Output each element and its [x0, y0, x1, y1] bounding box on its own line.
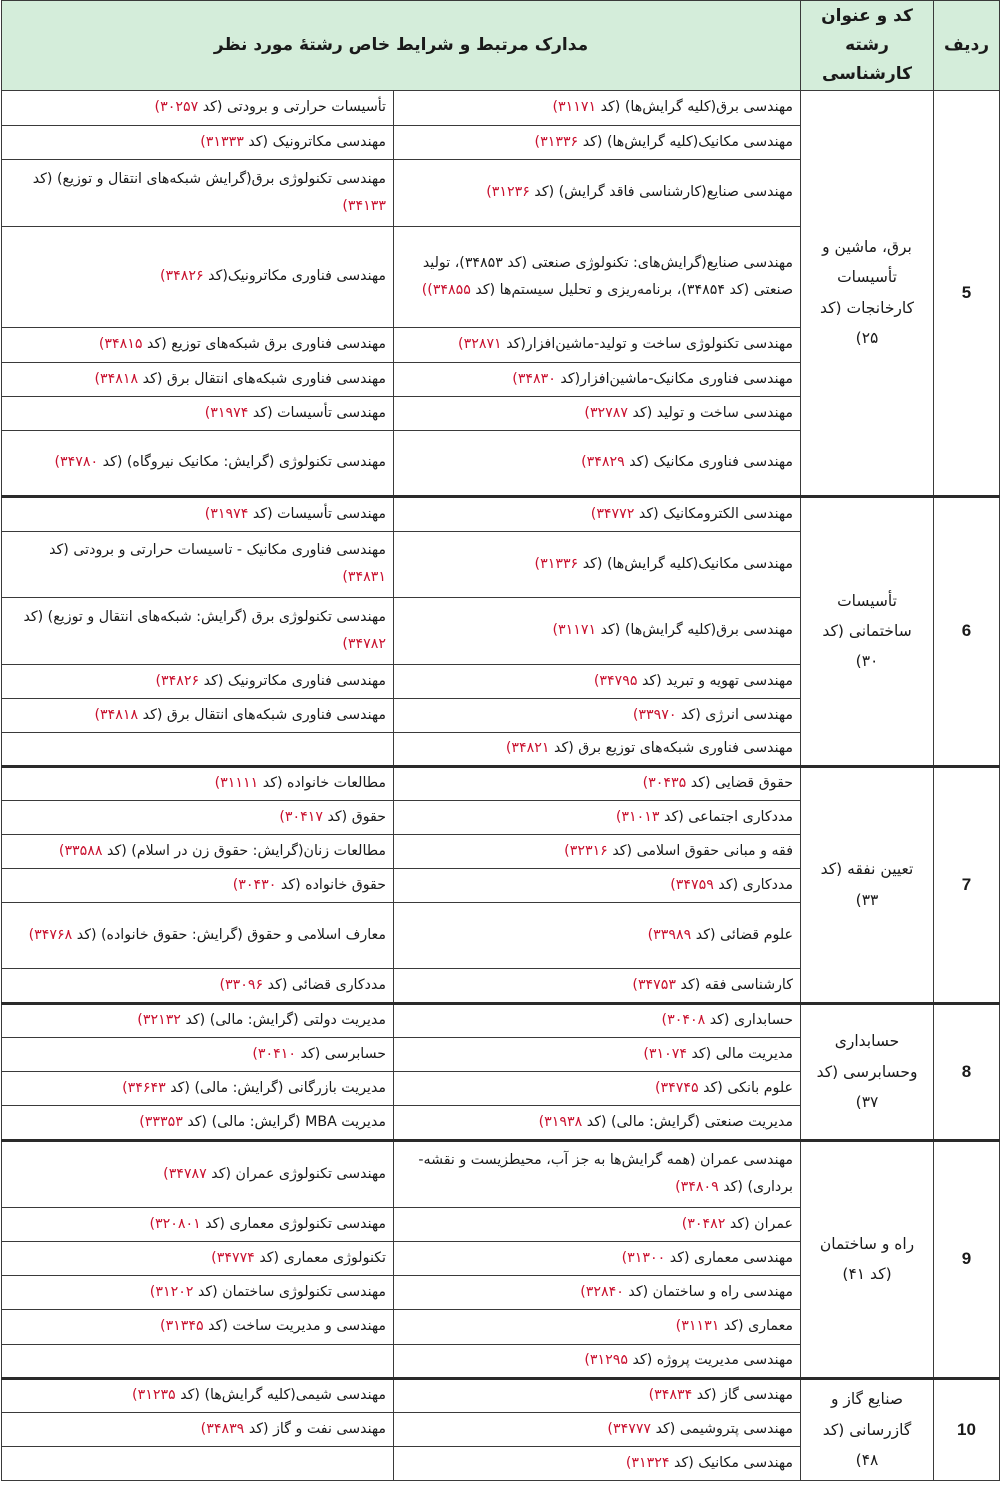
degree-name: مهندسی برق(کلیه گرایش‌ها) (کد [596, 622, 794, 639]
related-degree-primary [394, 1309, 801, 1344]
degree-name: معماری (کد [719, 1318, 794, 1335]
related-degree-primary [394, 1140, 801, 1207]
degree-name: تکنولوژی معماری (کد [254, 1249, 387, 1266]
row-number: 10 [934, 1378, 1000, 1480]
degree-code: ۳۴۸۳۰) [512, 370, 556, 387]
related-degree-secondary [2, 362, 394, 396]
degree-name: مدیریت بازرگانی (گرایش: مالی) (کد [165, 1079, 387, 1096]
degree-code: ۳۴۷۵۳) [632, 976, 677, 993]
degree-code: ۳۲۷۸۷) [584, 404, 629, 421]
degree-name: مهندسی شیمی(کلیه گرایش‌ها) (کد [175, 1387, 387, 1404]
header-row [2, 1, 1000, 91]
related-degree-primary [394, 1207, 801, 1241]
degree-code: ۳۱۳۳۳) [200, 133, 244, 150]
degree-code: ۳۲۱۳۲) [137, 1012, 181, 1029]
field-title: صنایع گاز و گازرسانی (کد ۴۸) [801, 1378, 934, 1480]
degree-name: مهندسی مدیریت پروژه (کد [628, 1352, 794, 1369]
degree-name: مهندسی تکنولوژی معماری (کد [200, 1215, 387, 1232]
degree-name: مهندسی مکانیک (کد [669, 1454, 794, 1471]
related-degree-secondary [2, 125, 394, 159]
degree-name: مدیریت دولتی (گرایش: مالی) (کد [180, 1012, 387, 1029]
degree-code: ۳۰۴۳۰) [232, 876, 277, 893]
degree-code: ۳۲۸۷۱) [458, 336, 502, 353]
degree-name: حقوق خانواده (کد [276, 876, 387, 893]
related-degree-secondary [2, 396, 394, 430]
table-row [2, 1378, 1000, 1412]
degree-code: ۳۴۷۷۴) [211, 1249, 255, 1266]
related-degree-secondary [2, 902, 394, 968]
degree-code: ۳۱۳۳۶) [534, 555, 579, 572]
degree-code: ۳۴۷۶۸) [28, 926, 73, 943]
related-degree-secondary [2, 430, 394, 496]
degree-name: مهندسی نفت و گاز (کد [244, 1420, 387, 1437]
related-degree-secondary [2, 1207, 394, 1241]
degree-name: مهندسی تکنولوژی (گرایش: مکانیک نیروگاه) (کد [98, 454, 387, 471]
degree-code: ۳۴۸۱۵) [98, 336, 143, 353]
degree-code: ۳۴۷۵۹) [670, 876, 714, 893]
degree-code: ۳۴۷۸۲) [342, 635, 387, 652]
related-degree-primary [394, 430, 801, 496]
degree-code: ۳۳۹۷۰) [632, 706, 677, 723]
related-degree-secondary [2, 800, 394, 834]
related-degree-primary [394, 125, 801, 159]
degree-name: مهندسی انرژی (کد [676, 706, 794, 723]
degree-name: مهندسی فناوری شبکه‌های انتقال برق (کد [138, 370, 387, 387]
related-degree-secondary [2, 496, 394, 531]
degree-code: ۳۱۲۹۵) [584, 1352, 629, 1369]
degree-name: مهندسی تهویه و تبرید (کد [637, 672, 794, 689]
degree-code: ۳۴۷۸۰) [54, 454, 99, 471]
degree-name: معارف اسلامی و حقوق (گرایش: حقوق خانواده) (کد [72, 926, 387, 943]
related-degree-primary [394, 1446, 801, 1480]
row-number: 8 [934, 1003, 1000, 1140]
degree-name: مهندسی راه و ساختمان (کد [623, 1283, 794, 1300]
related-degree-secondary [2, 327, 394, 362]
degree-code: ۳۲۳۱۶) [564, 842, 608, 859]
field-title: حسابداری وحسابرسی (کد ۳۷) [801, 1003, 934, 1140]
degree-name: مهندسی فناوری برق شبکه‌های توزیع (کد [142, 336, 387, 353]
degree-name: علوم بانکی (کد [698, 1079, 794, 1096]
degree-name: مهندسی معماری (کد [665, 1249, 794, 1266]
table-body [2, 90, 1000, 1480]
header-field: کد و عنوان رشته کارشناسی [801, 1, 934, 91]
degree-name: مهندسی تأسیسات (کد [248, 505, 387, 522]
degree-code: ۳۳۳۵۳) [139, 1113, 183, 1130]
degree-code: ۳۴۸۳۹) [200, 1420, 245, 1437]
degree-code: ۳۴۸۰۹) [675, 1179, 719, 1196]
related-degree-primary [394, 1344, 801, 1378]
related-degree-primary [394, 1105, 801, 1140]
degree-name: مهندسی فناوری شبکه‌های توزیع برق (کد [549, 740, 794, 757]
degree-name: حقوق قضایی (کد [686, 775, 794, 792]
degree-name: مدیریت صنعتی (گرایش: مالی) (کد [582, 1113, 794, 1130]
degree-name: مهندسی فناوری شبکه‌های انتقال برق (کد [138, 706, 387, 723]
related-degree-primary [394, 1071, 801, 1105]
related-degree-primary [394, 597, 801, 664]
related-degree-primary [394, 496, 801, 531]
degree-name: حسابداری (کد [705, 1012, 794, 1029]
related-degree-primary [394, 664, 801, 698]
row-number: 9 [934, 1140, 1000, 1378]
degree-name: مهندسی عمران (همه گرایش‌ها به جز آب، محیطزیست و نقشه-برداری) (کد [418, 1152, 794, 1196]
degree-code: ۳۱۳۰۰) [621, 1249, 666, 1266]
related-degree-secondary [2, 1140, 394, 1207]
related-degree-secondary [2, 1446, 394, 1480]
degree-code: ۳۳۰۹۶) [219, 976, 264, 993]
related-degree-secondary [2, 732, 394, 766]
degree-code: ۳۱۹۷۴) [204, 404, 249, 421]
degree-code: ۳۴۷۴۵) [654, 1079, 699, 1096]
degree-name: مطالعات خانواده (کد [258, 775, 387, 792]
degree-name: مهندسی برق(کلیه گرایش‌ها) (کد [596, 99, 794, 116]
header-docs: مدارک مرتبط و شرایط خاص رشتهٔ مورد نظر [2, 1, 801, 91]
related-degree-primary [394, 800, 801, 834]
degree-code: ۳۲۸۴۰) [580, 1283, 624, 1300]
degree-name: تأسیسات حرارتی و برودتی (کد [198, 99, 387, 116]
degree-code: ۳۴۸۵۵)) [421, 281, 471, 298]
related-degree-primary [394, 834, 801, 868]
related-degree-secondary [2, 1003, 394, 1037]
degree-name: مهندسی فناوری مکانیک (کد [624, 454, 794, 471]
related-degree-primary [394, 902, 801, 968]
related-degree-secondary [2, 1275, 394, 1309]
field-title: تأسیسات ساختمانی (کد ۳۰) [801, 496, 934, 766]
degree-code: ۳۰۲۵۷) [154, 99, 199, 116]
degree-code: ۳۱۹۳۸) [538, 1113, 583, 1130]
degree-name: مددکاری (کد [713, 876, 794, 893]
header-radif: ردیف [934, 1, 1000, 91]
degree-code: ۳۴۸۲۶) [160, 268, 204, 285]
table-row [2, 496, 1000, 531]
related-degree-secondary [2, 698, 394, 732]
degree-name: مهندسی فناوری مکاترونیک(کد [203, 268, 387, 285]
degree-code: ۳۴۸۲۱) [505, 740, 550, 757]
related-degree-primary [394, 1275, 801, 1309]
degree-code: ۳۱۳۴۵) [160, 1318, 204, 1335]
degree-code: ۳۴۱۳۳) [342, 197, 387, 214]
related-degree-primary [394, 1003, 801, 1037]
related-degree-secondary [2, 90, 394, 125]
degree-name: مهندسی و مدیریت ساخت (کد [203, 1318, 387, 1335]
degree-name: مهندسی تکنولوژی ساختمان (کد [193, 1283, 387, 1300]
degree-name: کارشناسی فقه (کد [676, 976, 794, 993]
related-degree-primary [394, 1412, 801, 1446]
related-degree-secondary [2, 531, 394, 597]
degree-name: مهندسی مکانیک(کلیه گرایش‌ها) (کد [578, 133, 794, 150]
degree-code: ۳۴۷۹۵) [593, 672, 638, 689]
table-row [2, 90, 1000, 125]
related-degree-secondary [2, 1344, 394, 1378]
related-degree-primary [394, 698, 801, 732]
degree-name: مهندسی مکانیک(کلیه گرایش‌ها) (کد [578, 555, 794, 572]
degree-name: مهندسی گاز (کد [692, 1387, 794, 1404]
related-degree-secondary [2, 1309, 394, 1344]
degree-name: مهندسی تکنولوژی ساخت و تولید-ماشین‌افزار(کد [501, 336, 794, 353]
degree-code: ۳۴۶۴۳) [122, 1079, 166, 1096]
degree-name: مهندسی تکنولوژی برق(گرایش شبکه‌های انتقال و توزیع) (کد [32, 170, 387, 187]
degree-name: حقوق (کد [322, 808, 387, 825]
degree-code: ۳۴۸۳۱) [342, 569, 387, 586]
degree-code: ۳۴۸۱۸) [94, 370, 139, 387]
degree-name: مهندسی فناوری مکاترونیک (کد [199, 672, 387, 689]
related-degree-primary [394, 396, 801, 430]
degree-code: ۳۱۹۷۴) [204, 505, 249, 522]
related-degree-primary [394, 968, 801, 1003]
field-title: تعیین نفقه (کد ۳۳) [801, 766, 934, 1003]
degree-code: ۳۳۵۸۸) [58, 842, 103, 859]
degree-name: علوم قضائی (کد [691, 926, 794, 943]
degree-name: مهندسی مکاترونیک (کد [243, 133, 387, 150]
related-degree-secondary [2, 1037, 394, 1071]
related-degree-secondary [2, 1378, 394, 1412]
degree-name: مهندسی تکنولوژی عمران (کد [206, 1165, 387, 1182]
related-degree-primary [394, 226, 801, 327]
degree-code: ۳۴۸۳۴) [648, 1387, 693, 1404]
degree-code: ۳۱۲۳۶) [486, 184, 530, 201]
degree-code: ۳۱۳۳۶) [534, 133, 579, 150]
row-number: 6 [934, 496, 1000, 766]
related-degree-primary [394, 362, 801, 396]
degree-code: ۳۱۱۷۱) [552, 99, 597, 116]
related-degree-secondary [2, 834, 394, 868]
degree-code: ۳۰۴۳۵) [642, 775, 687, 792]
row-number: 7 [934, 766, 1000, 1003]
related-degree-secondary [2, 664, 394, 698]
degree-name: مدیریت MBA (گرایش: مالی) (کد [182, 1113, 387, 1130]
degree-name: مهندسی پتروشیمی (کد [651, 1420, 794, 1437]
degree-code: ۳۱۱۷۱) [552, 622, 597, 639]
field-title: راه و ساختمان (کد ۴۱) [801, 1140, 934, 1378]
degree-code: ۳۴۷۸۷) [163, 1165, 207, 1182]
related-degree-primary [394, 327, 801, 362]
degree-name: عمران (کد [725, 1215, 794, 1232]
degree-code: ۳۰۴۱۷) [279, 808, 323, 825]
degree-code: ۳۰۴۰۸) [661, 1012, 706, 1029]
degree-name: مطالعات زنان(گرایش: حقوق زن در اسلام) (کد [102, 842, 387, 859]
degree-name: مهندسی فناوری مکانیک-ماشین‌افزار(کد [555, 370, 794, 387]
degree-name: مهندسی تکنولوژی برق (گرایش: شبکه‌های انتقال و توزیع) (کد [23, 608, 387, 625]
related-degree-primary [394, 1241, 801, 1275]
degree-name: فقه و مبانی حقوق اسلامی (کد [607, 842, 794, 859]
degree-name: مددکاری قضائی (کد [263, 976, 387, 993]
related-degree-primary [394, 868, 801, 902]
related-degree-secondary [2, 226, 394, 327]
table-row [2, 1003, 1000, 1037]
degree-code: ۳۱۳۲۴) [625, 1454, 670, 1471]
requirements-table [1, 0, 1000, 1481]
row-number: 5 [934, 90, 1000, 496]
degree-code: ۳۴۷۷۲) [590, 505, 635, 522]
degree-name: مهندسی ساخت و تولید (کد [628, 404, 794, 421]
degree-code: ۳۲۰۸۰۱) [149, 1215, 201, 1232]
degree-code: ۳۳۹۸۹) [647, 926, 692, 943]
degree-name: حسابرسی (کد [296, 1045, 387, 1062]
related-degree-primary [394, 159, 801, 226]
related-degree-primary [394, 1037, 801, 1071]
degree-code: ۳۱۱۳۱) [675, 1318, 720, 1335]
degree-code: ۳۴۸۱۸) [94, 706, 139, 723]
table-row [2, 1140, 1000, 1207]
degree-code: ۳۱۲۰۲) [149, 1283, 194, 1300]
degree-name: مهندسی صنایع(کارشناسی فاقد گرایش) (کد [529, 184, 794, 201]
degree-code: ۳۱۰۷۴) [643, 1045, 687, 1062]
degree-name: مهندسی فناوری مکانیک - تاسیسات حرارتی و برودتی (کد [49, 542, 387, 559]
degree-code: ۳۴۸۲۶) [155, 672, 200, 689]
related-degree-primary [394, 90, 801, 125]
related-degree-primary [394, 1378, 801, 1412]
related-degree-secondary [2, 766, 394, 800]
degree-name: مهندسی صنایع(گرایش‌های: تکنولوژی صنعتی (کد ۳۴۸۵۳)، تولید صنعتی (کد ۳۴۸۵۴)، برنامه‌ریزی و تحلیل سیستم‌ها (کد [422, 254, 794, 298]
degree-code: ۳۰۴۱۰) [252, 1045, 297, 1062]
related-degree-secondary [2, 1412, 394, 1446]
degree-code: ۳۱۰۱۳) [615, 808, 660, 825]
degree-name: مددکاری اجتماعی (کد [659, 808, 794, 825]
degree-name: مهندسی الکترومکانیک (کد [634, 505, 794, 522]
related-degree-secondary [2, 1071, 394, 1105]
degree-code: ۳۴۸۲۹) [581, 454, 625, 471]
related-degree-primary [394, 766, 801, 800]
related-degree-secondary [2, 597, 394, 664]
degree-name: مهندسی تأسیسات (کد [248, 404, 387, 421]
degree-code: ۳۴۷۷۷) [607, 1420, 652, 1437]
degree-code: ۳۱۲۳۵) [132, 1387, 176, 1404]
related-degree-secondary [2, 968, 394, 1003]
related-degree-secondary [2, 159, 394, 226]
degree-code: ۳۰۴۸۲) [681, 1215, 726, 1232]
table-row [2, 766, 1000, 800]
degree-name: مدیریت مالی (کد [686, 1045, 794, 1062]
related-degree-primary [394, 732, 801, 766]
related-degree-secondary [2, 1105, 394, 1140]
related-degree-secondary [2, 868, 394, 902]
degree-code: ۳۱۱۱۱) [214, 775, 259, 792]
field-title: برق، ماشین و تأسیسات کارخانجات (کد ۲۵) [801, 90, 934, 496]
related-degree-primary [394, 531, 801, 597]
related-degree-secondary [2, 1241, 394, 1275]
